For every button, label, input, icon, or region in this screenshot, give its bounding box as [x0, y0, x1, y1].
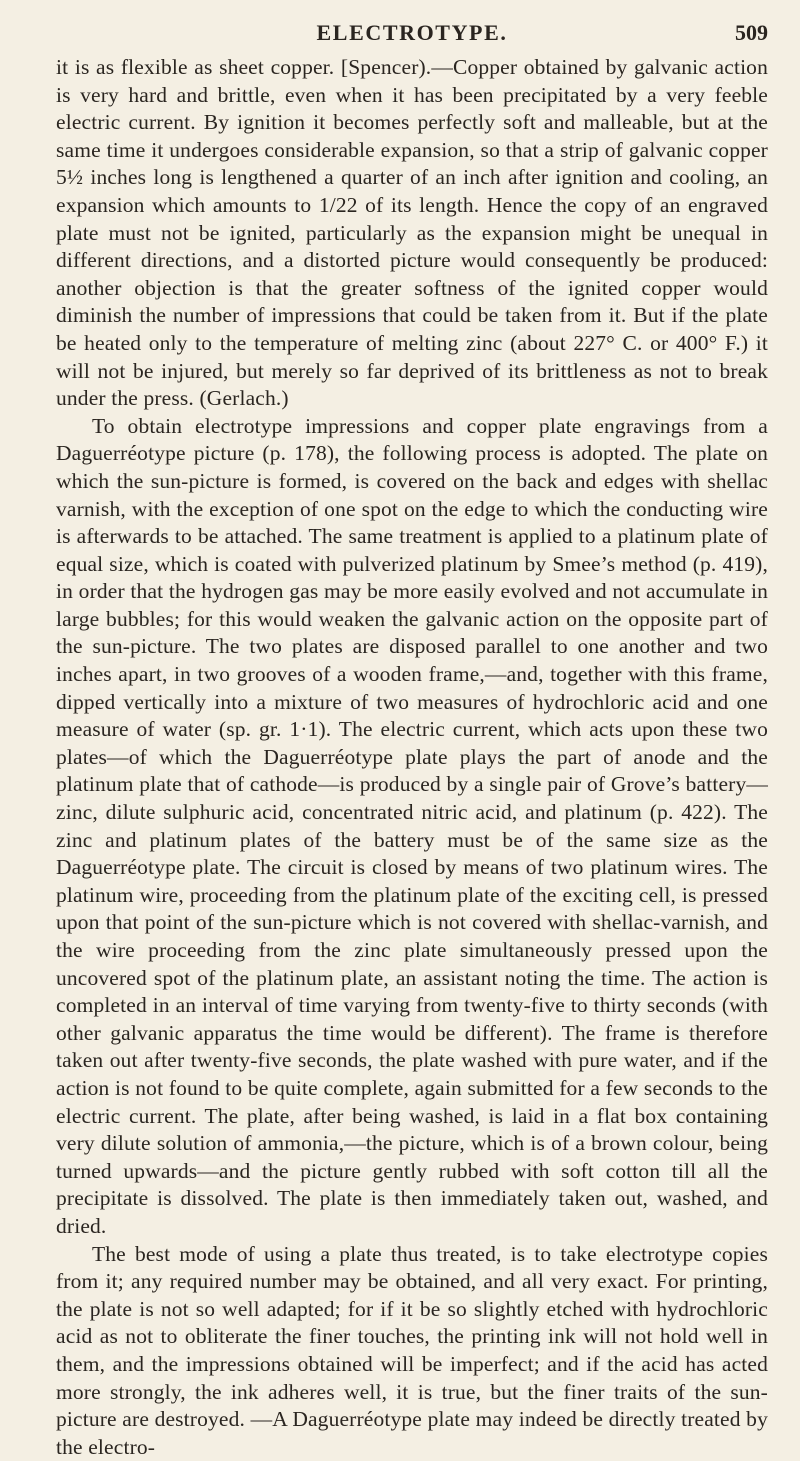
- body-text: [56, 54, 768, 1461]
- paragraph-2: To obtain electrotype impressions and copper plate engravings from a Daguerréotype picture (p. 178), the following process is adopted. The plate on which the sun-picture is formed, is covered on the back and edges with shellac varnish, with the exception of one spot on the edge to which the conducting wire is afterwards to be attached. The same treatment is applied to a platinum plate of equal size, which is coated with pulverized platinum by Smee’s method (p. 419), in order that the hydrogen gas may be more easily evolved and not accumulate in large bubbles; for this would weaken the galvanic action on the opposite part of the sun-picture. The two plates are disposed parallel to one another and two inches apart, in two grooves of a wooden frame,—and, together with this frame, dipped vertically into a mixture of two measures of hydrochloric acid and one measure of water (sp. gr. 1·1). The electric current, which acts upon these two plates—of which the Daguerréotype plate plays the part of anode and the platinum plate that of cathode—is produced by a single pair of Grove’s battery—zinc, dilute sulphuric acid, concentrated nitric acid, and platinum (p. 422). The zinc and platinum plates of the battery must be of the same size as the Daguerréotype plate. The circuit is closed by means of two platinum wires. The platinum wire, proceeding from the platinum plate of the exciting cell, is pressed upon that point of the sun-picture which is not covered with shellac-varnish, and the wire proceeding from the zinc plate simultaneously pressed upon the uncovered spot of the platinum plate, an assistant noting the time. The action is completed in an interval of time varying from twenty-five to thirty seconds (with other galvanic apparatus the time would be different). The frame is therefore taken out after twenty-five seconds, the plate washed with pure water, and if the action is not found to be quite complete, again submitted for a few seconds to the electric current. The plate, after being washed, is laid in a flat box containing very dilute solution of ammonia,—the picture, which is of a brown colour, being turned upwards—and the picture gently rubbed with soft cotton till all the precipitate is dissolved. The plate is then immediately taken out, washed, and dried.: [56, 413, 768, 1238]
- page-number: 509: [735, 20, 768, 45]
- paragraph-1: it is as flexible as sheet copper. [Spencer).—Copper obtained by galvanic action is very hard and brittle, even when it has been precipitated by a very feeble electric current. By ignition it becomes perfectly soft and malleable, but at the same time it undergoes considerable expansion, so that a strip of galvanic copper 5½ inches long is lengthened a quarter of an inch after ignition and cooling, an expansion which amounts to 1/22 of its length. Hence the copy of an engraved plate must not be ignited, particularly as the expansion might be unequal in different directions, and a distorted picture would consequently be produced: another objection is that the greater softness of the ignited copper would diminish the number of impressions that could be taken from it. But if the plate be heated only to the temperature of melting zinc (about 227° C. or 400° F.) it will not be injured, but merely so far deprived of its brittleness as not to break under the press. (Gerlach.): [56, 55, 768, 411]
- running-title: ELECTROTYPE.: [316, 20, 508, 45]
- running-header: [56, 20, 768, 54]
- paragraph-3: The best mode of using a plate thus treated, is to take electrotype copies from it; any required number may be obtained, and all very exact. For printing, the plate is not so well adapted; for if it be so slightly etched with hydrochloric acid as not to obliterate the finer touches, the printing ink will not hold well in them, and the impressions obtained will be imperfect; and if the acid has acted more strongly, the ink adheres well, it is true, but the finer traits of the sun-picture are destroyed. —A Daguerréotype plate may indeed be directly treated by the electro-: [56, 1241, 768, 1459]
